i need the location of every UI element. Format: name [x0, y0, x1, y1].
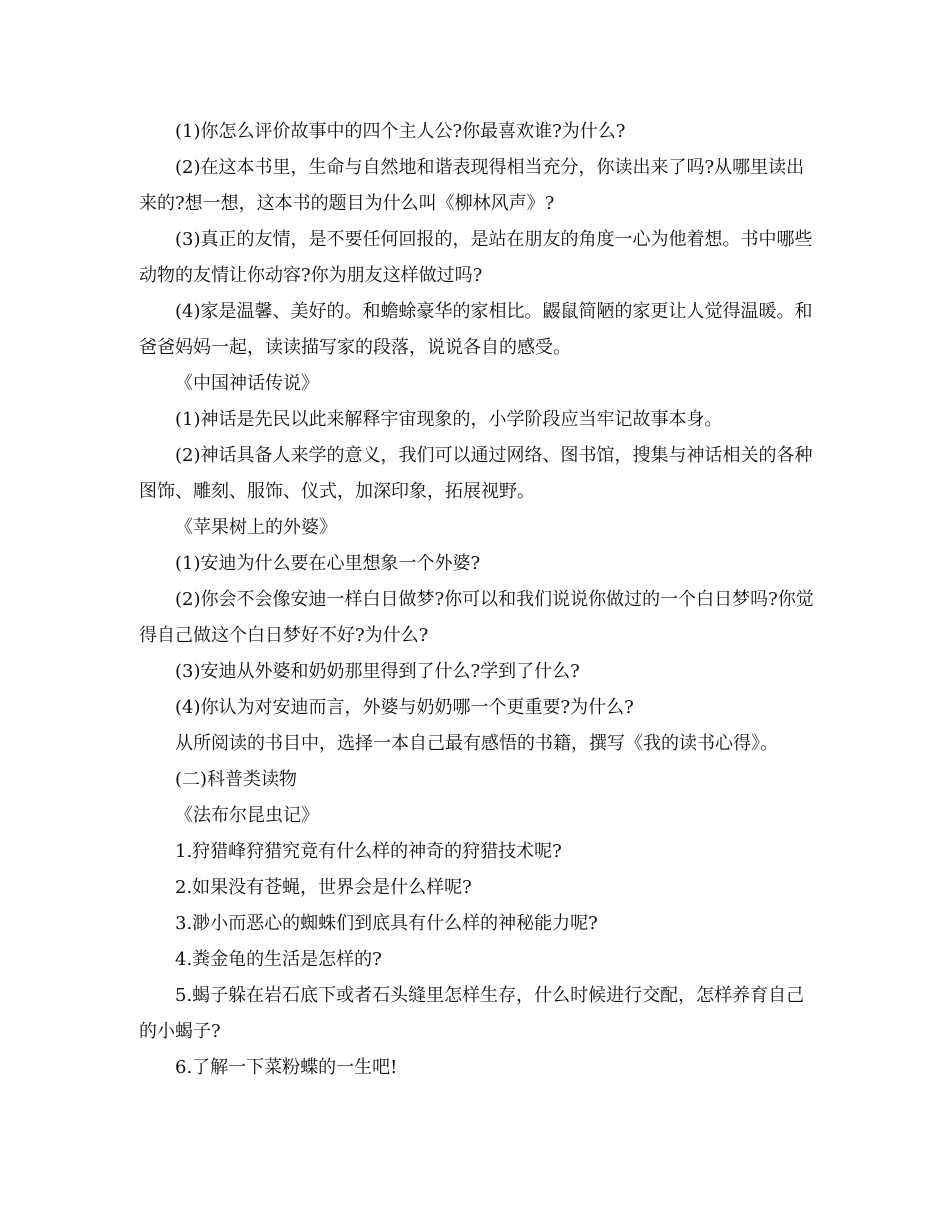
paragraph-andy-4: (4)你认为对安迪而言，外婆与奶奶哪一个更重要?为什么?: [175, 697, 634, 718]
paragraph-andy-3: (3)安迪从外婆和奶奶那里得到了什么?学到了什么?: [175, 661, 580, 682]
paragraph-myths-1: (1)神话是先民以此来解释宇宙现象的，小学阶段应当牢记故事本身。: [175, 409, 723, 430]
paragraph-myths-2: (2)神话具备人来学的意义，我们可以通过网络、图书馆，搜集与神话相关的各种图饰、雕刻、服饰、仪式，加深印象，拓展视野。: [139, 445, 813, 502]
paragraph-q4-home: (4)家是温馨、美好的。和蟾蜍豪华的家相比。鼹鼠简陋的家更让人觉得温暖。和爸爸妈妈一起，读读描写家的段落，说说各自的感受。: [139, 301, 813, 358]
list-item-insect-4: 4.粪金龟的生活是怎样的?: [175, 949, 382, 970]
book-title-fabre-insects: 《法布尔昆虫记》: [175, 805, 319, 826]
paragraph-andy-1: (1)安迪为什么要在心里想象一个外婆?: [175, 553, 481, 574]
paragraph-andy-2: (2)你会不会像安迪一样白日做梦?你可以和我们说说你做过的一个白日梦吗?你觉得自己做这个白日梦好不好?为什么?: [139, 589, 814, 646]
list-item-insect-3: 3.渺小而恶心的蜘蛛们到底具有什么样的神秘能力呢?: [175, 913, 598, 934]
document-body: [139, 114, 819, 1086]
list-item-insect-6: 6.了解一下菜粉蝶的一生吧!: [175, 1057, 398, 1078]
paragraph-q2-harmony: (2)在这本书里，生命与自然地和谐表现得相当充分，你读出来了吗?从哪里读出来的?想一想，这本书的题目为什么叫《柳林风声》?: [139, 157, 805, 214]
section-heading-science-reading: (二)科普类读物: [175, 769, 298, 790]
book-title-apple-tree-grandma: 《苹果树上的外婆》: [175, 517, 337, 538]
paragraph-q3-friendship: (3)真正的友情，是不要任何回报的，是站在朋友的角度一心为他着想。书中哪些动物的友情让你动容?你为朋友这样做过吗?: [139, 229, 813, 286]
paragraph-q1-protagonists: (1)你怎么评价故事中的四个主人公?你最喜欢谁?为什么?: [175, 121, 626, 142]
list-item-insect-1: 1.狩猎峰狩猎究竟有什么样的神奇的狩猎技术呢?: [175, 841, 562, 862]
list-item-insect-2: 2.如果没有苍蝇，世界会是什么样呢?: [175, 877, 472, 898]
list-item-insect-5: 5.蝎子躲在岩石底下或者石头缝里怎样生存，什么时候进行交配，怎样养育自己的小蝎子?: [139, 985, 805, 1042]
paragraph-reading-notes-task: 从所阅读的书目中，选择一本自己最有感悟的书籍，撰写《我的读书心得》。: [175, 733, 778, 754]
book-title-chinese-myths: 《中国神话传说》: [175, 373, 319, 394]
